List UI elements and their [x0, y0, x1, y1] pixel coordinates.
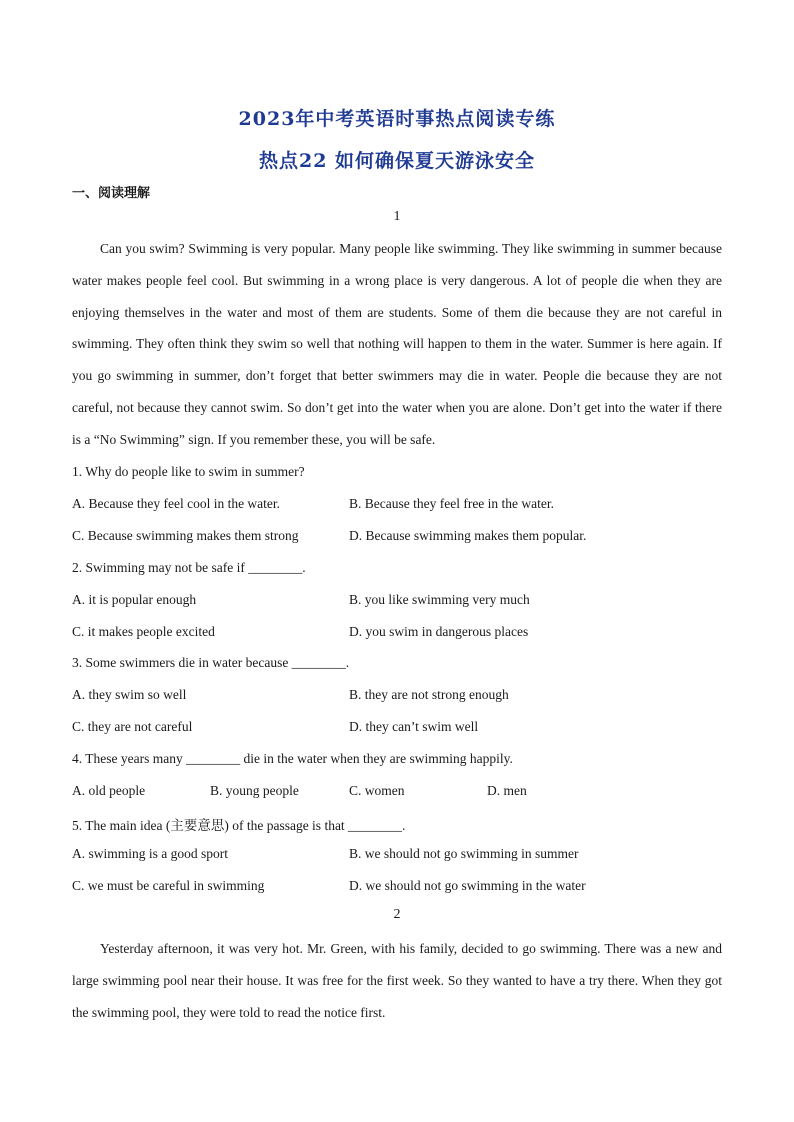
- answer-option: A. they swim so well: [72, 687, 187, 702]
- answer-option: D. men: [487, 783, 527, 798]
- answer-option: D. you swim in dangerous places: [349, 624, 529, 639]
- answer-option: B. we should not go swimming in summer: [349, 846, 579, 861]
- answer-option: C. Because swimming makes them strong: [72, 528, 299, 543]
- passage-text: Can you swim? Swimming is very popular. Many people like swimming. They like swimming in summer because water makes people feel cool. But swimming in a wrong place is very dangerous. A lot of people die when they are enjoying themselves in the water and most of them are students. Some of them die because they are not careful in swimming. They often think they swim so well that nothing will happen to them in the water. Summer is here again. If you go swimming in summer, don’t forget that better swimmers may die in water. People die because they are not careful, not because they cannot swim. So don’t get into the water when you are alone. Don’t get into the water if there is a “No Swimming” sign. If you remember these, you will be safe.: [72, 241, 722, 447]
- answer-option: A. swimming is a good sport: [72, 846, 229, 861]
- answer-option: B. you like swimming very much: [349, 592, 530, 607]
- section-heading: 一、阅读理解: [72, 186, 151, 201]
- answer-option: D. Because swimming makes them popular.: [349, 528, 587, 543]
- answer-option: B. Because they feel free in the water.: [349, 496, 555, 511]
- answer-option: D. we should not go swimming in the water: [349, 878, 586, 893]
- question-stem: 4. These years many ________ die in the water when they are swimming happily.: [72, 751, 513, 766]
- document-subtitle: 热点22 如何确保夏天游泳安全: [258, 150, 536, 172]
- answer-option: C. they are not careful: [72, 719, 193, 734]
- answer-option: C. women: [349, 783, 405, 798]
- answer-option: A. it is popular enough: [72, 592, 197, 607]
- passage-number: 1: [393, 209, 401, 224]
- passage-text: Yesterday afternoon, it was very hot. Mr. Green, with his family, decided to go swimming. There was a new and large swimming pool near their house. It was free for the first week. So they wanted to have a try there. When they got the swimming pool, they were told to read the notice first.: [72, 941, 722, 1020]
- question-stem: 5. The main idea (主要意思) of the passage is that ________.: [72, 818, 406, 833]
- passage-number: 2: [393, 907, 401, 922]
- answer-option: D. they can’t swim well: [349, 719, 479, 734]
- answer-option: C. we must be careful in swimming: [72, 878, 265, 893]
- answer-option: B. young people: [210, 783, 299, 798]
- answer-option: A. Because they feel cool in the water.: [72, 496, 281, 511]
- answer-option: B. they are not strong enough: [349, 687, 509, 702]
- document-title: 2023年中考英语时事热点阅读专练: [238, 108, 556, 130]
- question-stem: 3. Some swimmers die in water because ________.: [72, 655, 350, 670]
- question-stem: 1. Why do people like to swim in summer?: [72, 464, 305, 479]
- answer-option: A. old people: [72, 783, 146, 798]
- question-stem: 2. Swimming may not be safe if ________.: [72, 560, 306, 575]
- answer-option: C. it makes people excited: [72, 624, 215, 639]
